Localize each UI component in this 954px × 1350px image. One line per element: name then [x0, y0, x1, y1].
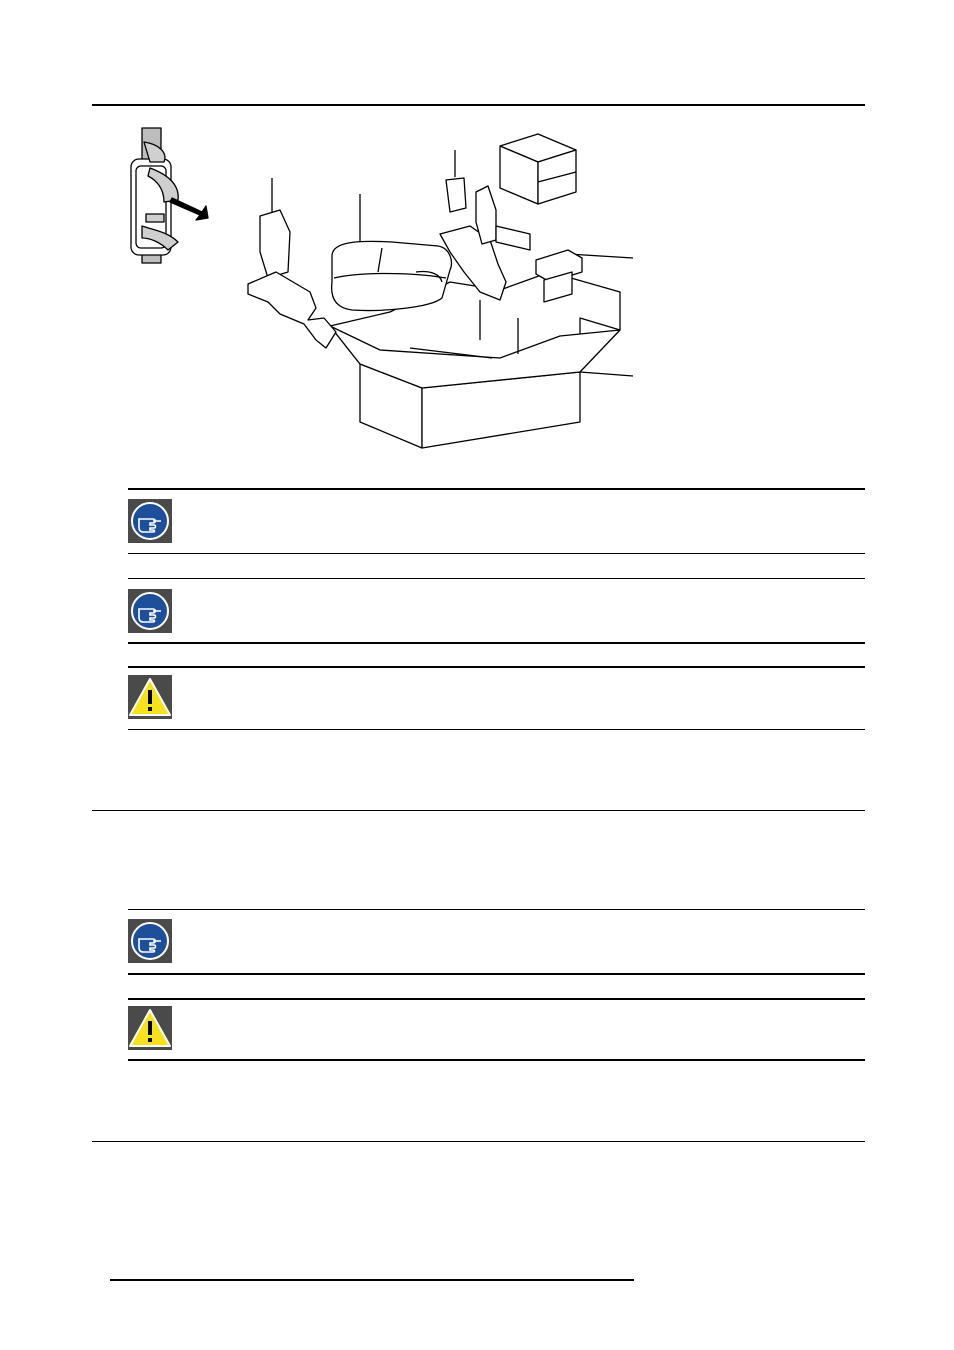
- warning-triangle-icon: [128, 1006, 172, 1050]
- section-rule: [92, 810, 865, 811]
- header-rule: [92, 104, 865, 106]
- notice-4-bottom-rule: [128, 973, 865, 975]
- notice-3-top-rule: [128, 666, 865, 668]
- notice-2-bottom-rule: [128, 642, 865, 644]
- notice-2-top-rule: [128, 578, 865, 579]
- notice-5-bottom-rule: [128, 1059, 865, 1061]
- strap-buckle-icon: [131, 128, 208, 263]
- warning-triangle-icon: [128, 675, 172, 719]
- unpacking-illustration: [120, 122, 650, 467]
- footer-rule: [110, 1279, 634, 1281]
- notice-1-bottom-rule: [128, 553, 865, 554]
- caution-notice: [128, 675, 865, 723]
- note-notice: [128, 498, 865, 546]
- pointing-hand-icon: [128, 919, 172, 963]
- note-notice: [128, 588, 865, 636]
- section-rule: [92, 1141, 865, 1142]
- notice-3-bottom-rule: [128, 729, 865, 730]
- notice-1-top-rule: [128, 488, 865, 490]
- notice-4-top-rule: [128, 909, 865, 910]
- notice-5-top-rule: [128, 998, 865, 1000]
- pointing-hand-icon: [128, 589, 172, 633]
- note-notice: [128, 919, 865, 967]
- pointing-hand-icon: [128, 499, 172, 543]
- caution-notice: [128, 1006, 865, 1054]
- packing-box-icon: [500, 134, 576, 204]
